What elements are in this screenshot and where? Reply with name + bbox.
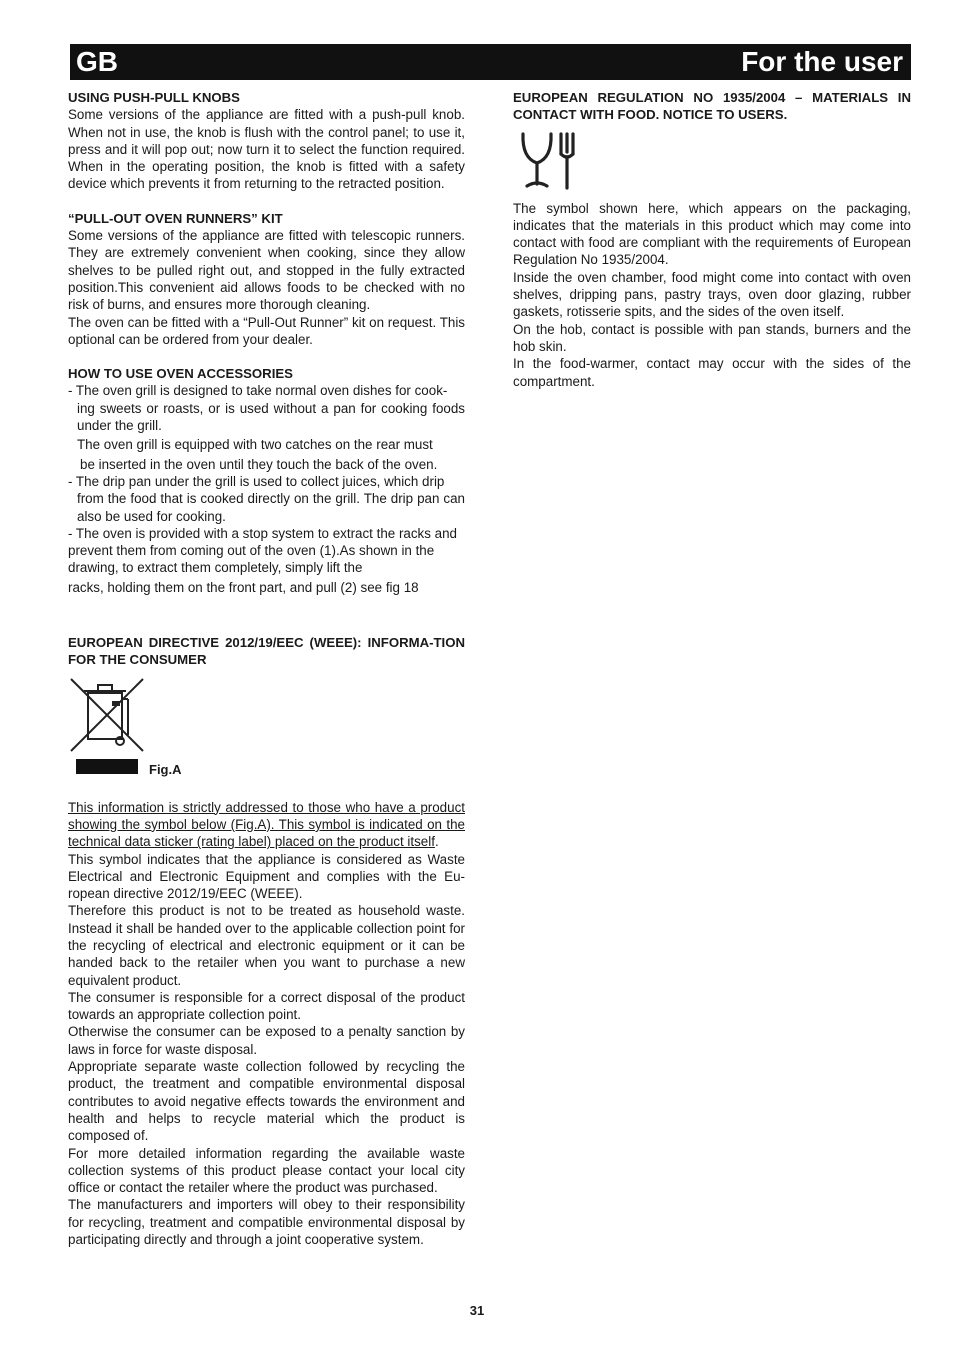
pull-out-runners-kit-text: The oven can be fitted with a “Pull-Out Runner” kit on request. This optional can be ordered from your dealer. (68, 314, 465, 347)
left-column (68, 89, 465, 1248)
pull-out-runners-section (68, 210, 465, 348)
page-title: For the user (741, 46, 903, 77)
accessories-line: - The oven is provided with a stop system to extract the racks and prevent them from coming out of the oven (1).As shown in the drawing, to extract them completely, simply lift the (68, 525, 458, 576)
regulation-paragraph: Inside the oven chamber, food might come into contact with oven shelves, dripping pans, pastry trays, oven door glazing, rubber gaskets, rotisserie spits, and the sides of the oven itself. (513, 269, 911, 320)
weee-paragraph: Therefore this product is not to be treated as household waste. Instead it shall be handed over to the applicable collection point for the recycling of electrical and electronic equipment or it can be handed back to the retailer when you want to purchase a new equivalent product. (68, 903, 465, 988)
weee-paragraph: Otherwise the consumer can be exposed to a penalty sanction by laws in force for waste disposal. (68, 1024, 465, 1057)
weee-heading: EUROPEAN DIRECTIVE 2012/19/EEC (WEEE): INFORMA-TION FOR THE CONSUMER (68, 635, 465, 668)
crossed-out-wheelie-bin-icon (68, 675, 146, 755)
oven-accessories-heading: HOW TO USE OVEN ACCESSORIES (68, 366, 293, 382)
black-bar-marker (76, 759, 138, 774)
accessories-line: be inserted in the oven until they touch the back of the oven. (80, 456, 438, 472)
weee-paragraph: The manufacturers and importers will obey to their responsibility for recycling, treatment and compatible environmental disposal by participating directly and through a joint cooperative system. (68, 1197, 465, 1248)
oven-accessories-section (68, 365, 465, 596)
accessories-line: racks, holding them on the front part, and pull (2) see fig 18 (68, 579, 419, 595)
weee-paragraph: For more detailed information regarding the available waste collection systems of this product please contact your local city office or contact the retailer where the product was purchased. (68, 1145, 465, 1196)
weee-underlined-notice: This information is strictly addressed to those who have a product showing the symbol below (Fig.A). This symbol is indicated on the technical data sticker (rating label) placed on the product itself (68, 799, 465, 850)
weee-paragraph: Appropriate separate waste collection followed by recycling the product, the treatment and compatible environmental disposal contributes to avoid negative effects towards the environment and health and helps to recycle material which the product is composed of. (68, 1059, 465, 1144)
regulation-paragraph: The symbol shown here, which appears on the packaging, indicates that the materials in this product which may come into contact with food are compliant with the requirements of European Regulation No 1935/2004. (513, 200, 911, 268)
figure-a-label: Fig.A (149, 761, 182, 777)
right-column (513, 89, 911, 390)
accessories-line: The oven grill is equipped with two catches on the rear must (77, 437, 433, 453)
push-pull-knobs-section (68, 89, 465, 193)
food-contact-regulation-section (513, 89, 911, 390)
accessories-line: - The oven grill is designed to take normal oven dishes for cook- (68, 383, 448, 399)
accessories-line: from the food that is cooked directly on the grill. The drip pan can also be used for cooking. (77, 491, 465, 524)
push-pull-knobs-text: Some versions of the appliance are fitted with a push-pull knob. When not in use, the knob is flush with the control panel; to use it, press and it will pop out; now turn it to select the function required. When in the operating position, the knob is fitted with a safety device which prevents it from returning to the retracted position. (68, 107, 465, 192)
weee-section (68, 634, 465, 1248)
push-pull-knobs-heading: USING PUSH-PULL KNOBS (68, 90, 240, 105)
weee-intro (68, 799, 465, 851)
weee-paragraph: The consumer is responsible for a correct disposal of the product towards an appropriate collection point. (68, 989, 465, 1023)
regulation-paragraph: On the hob, contact is possible with pan stands, burners and the hob skin. (513, 321, 911, 354)
language-code: GB (76, 46, 118, 77)
page-number: 31 (469, 1303, 485, 1318)
pull-out-runners-text: Some versions of the appliance are fitted with telescopic runners. They are extremely convenient when cooking, since they allow shelves to be pulled right out, and stopped in the fully extracted position.This convenient aid allows foods to be checked with no risk of burns, and ensures more thorough cleaning. (68, 228, 465, 313)
regulation-heading: EUROPEAN REGULATION NO 1935/2004 – MATERIALS IN CONTACT WITH FOOD. NOTICE TO USERS. (513, 90, 911, 123)
accessories-line: - The drip pan under the grill is used to collect juices, which drip (68, 473, 445, 489)
glass-fork-food-contact-icon (517, 128, 581, 192)
page-header (70, 44, 911, 80)
figure-a-caption (68, 759, 465, 785)
accessories-line: ing sweets or roasts, or is used without a pan for cooking foods under the grill. (77, 400, 465, 434)
weee-intro-period: . (434, 834, 439, 850)
regulation-paragraph: In the food-warmer, contact may occur with the sides of the compartment. (513, 356, 911, 389)
weee-paragraph: This symbol indicates that the appliance is considered as Waste Electrical and Electronic Equipment and complies with the Eu-ropean directive 2012/19/EEC (WEEE). (68, 851, 465, 902)
pull-out-runners-heading: “PULL-OUT OVEN RUNNERS” KIT (68, 210, 283, 226)
